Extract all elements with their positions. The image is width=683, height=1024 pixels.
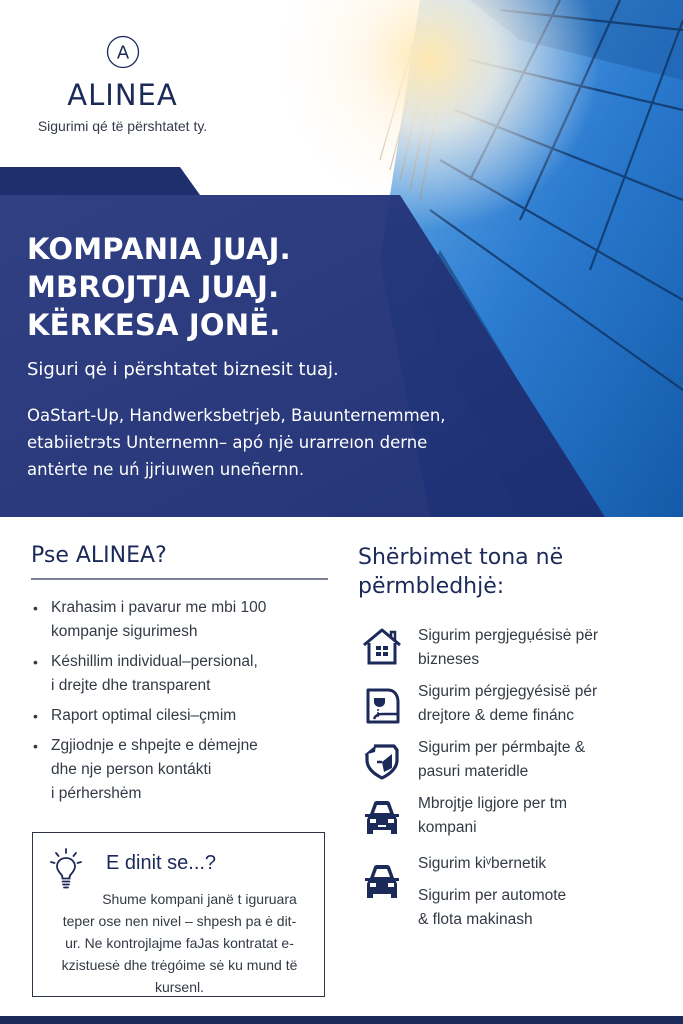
- service-line: Sigurim per automote: [418, 887, 567, 904]
- headline-line: KËRKESA JONË.: [27, 308, 281, 342]
- service-line: Sigurim pergjegụésisė për: [418, 627, 599, 644]
- bullet-icon: •: [33, 600, 38, 616]
- services-title-line: përmbledhjė:: [358, 574, 505, 599]
- why-title: Pse ALINEA?: [31, 543, 167, 568]
- why-item-line: i pérhershėm: [51, 785, 142, 802]
- footer-bar: [0, 1016, 683, 1024]
- service-line: Sigurim per pérmbajte &: [418, 739, 586, 756]
- why-section: [31, 543, 328, 812]
- house-icon: [360, 626, 404, 666]
- description-line: etabiietrэts Unternemn– apó njė urarreıon derne: [27, 433, 428, 452]
- navy-accent-band: [0, 167, 200, 195]
- why-item: [31, 734, 328, 806]
- lightbulb-icon: [49, 847, 83, 891]
- services-title-line: Shërbimet tona në: [358, 545, 564, 570]
- service-line: kompani: [418, 819, 477, 836]
- service-text: [418, 624, 598, 672]
- fact-line: ur. Ne kontrojlajme faJas kontratat e-: [65, 935, 294, 951]
- logo-letter: A: [116, 42, 129, 64]
- service-line: Mbrojtje ligjore per tm: [418, 795, 568, 812]
- did-you-know-box: [32, 832, 325, 997]
- bullet-icon: •: [33, 708, 38, 724]
- shield-icon: [360, 740, 404, 780]
- headline-line: KOMPANIA JUAJ.: [27, 232, 291, 266]
- service-text: [418, 852, 566, 932]
- why-item-line: dhe nje person kontákti: [51, 761, 212, 778]
- why-item: [31, 704, 328, 728]
- bullet-icon: •: [33, 738, 38, 754]
- why-item-line: Raport optimal cilesi–çmim: [51, 707, 237, 724]
- headline-line: MBROJTJA JUAJ.: [27, 270, 280, 304]
- fact-text: [47, 888, 312, 998]
- service-line: Sigurim pérgjegyésisë pér: [418, 683, 598, 700]
- logo: [0, 34, 245, 134]
- services-title: [358, 543, 668, 601]
- why-list: [31, 596, 328, 806]
- car-icon: [360, 798, 404, 838]
- hero-description: [27, 402, 497, 483]
- service-line: drejtore & deme finánc: [418, 707, 574, 724]
- hero-subheadline: Siguri qė i përshtatet biznesit tuaj.: [27, 359, 339, 380]
- fact-line: Shume kompani janë t iguruara: [102, 891, 297, 907]
- bullet-icon: •: [33, 654, 38, 670]
- service-text: [418, 680, 597, 728]
- car-icon: [360, 862, 404, 902]
- logo-mark-icon: [105, 34, 141, 70]
- service-line: Sigurim kiᵛbernetik: [418, 855, 547, 872]
- service-text: [418, 792, 567, 840]
- divider: [31, 578, 328, 580]
- services-section: [358, 543, 668, 928]
- why-item-line: Krahasim i pavarur me mbi 100: [51, 599, 267, 616]
- fact-line: teper ose nen nivel – shpesh pa ė dit-: [62, 913, 297, 929]
- why-item-line: Zgjiodnje e shpejte e dėmejne: [51, 737, 258, 754]
- brand-tagline: Sigurimi qé të përshtatet ty.: [37, 118, 208, 134]
- service-text: [418, 736, 585, 784]
- fact-line: kursenl.: [154, 979, 205, 995]
- fact-line: kzistuesė dhe trėgóime sė ku mund të: [61, 957, 298, 973]
- why-item-line: kompanje sigurimesh: [51, 623, 198, 640]
- service-line: [418, 876, 566, 884]
- why-item-line: Késhillim individual–persional,: [51, 653, 258, 670]
- brand-name: ALINEA: [67, 78, 178, 112]
- hero-headline: [27, 230, 291, 344]
- description-line: OaStart-Up, Handwerksbetrjeb, Bauunternemmen,: [27, 406, 446, 425]
- service-line: bizneses: [418, 651, 480, 668]
- why-item: [31, 650, 328, 698]
- description-line: antėrte ne uń jjriuıwen uneñernn.: [27, 460, 305, 479]
- why-item: [31, 596, 328, 644]
- service-line: pasuri materidle: [418, 763, 529, 780]
- why-item-line: i drejte dhe transparent: [51, 677, 211, 694]
- fact-title: E dinit se...?: [106, 852, 217, 874]
- service-line: & flota makinash: [418, 911, 533, 928]
- document-icon: [360, 686, 404, 726]
